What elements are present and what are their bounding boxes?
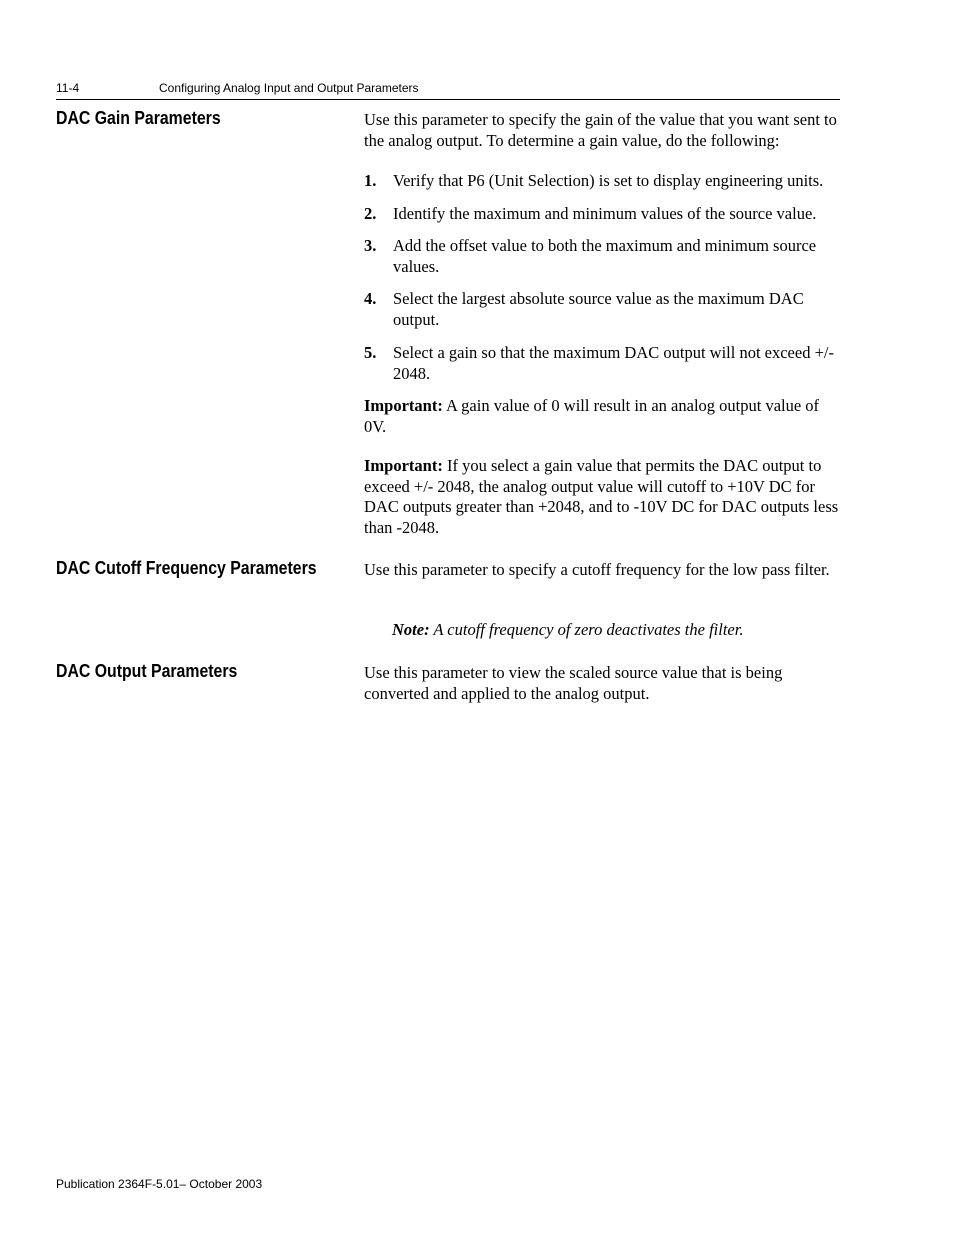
page-footer: Publication 2364F-5.01– October 2003	[56, 1177, 263, 1191]
important-text: If you select a gain value that permits the DAC output to exceed +/- 2048, the analog output value will cutoff to +10V DC for DAC outputs greater than +2048, and to -10V DC for DAC outputs less than -2048.	[364, 456, 839, 537]
important-label: Important:	[364, 456, 443, 475]
important-note-cutoff	[364, 456, 842, 538]
list-number: 2.	[364, 204, 377, 223]
list-text: Add the offset value to both the maximum and minimum source values.	[393, 236, 817, 276]
list-text: Select a gain so that the maximum DAC output will not exceed +/- 2048.	[393, 343, 834, 383]
list-number: 5.	[364, 343, 377, 362]
list-text: Identify the maximum and minimum values of the source value.	[393, 204, 817, 223]
dac-output-body: Use this parameter to view the scaled source value that is being converted and applied to the analog output.	[364, 663, 783, 703]
note-text: A cutoff frequency of zero deactivates the filter.	[429, 620, 744, 639]
cutoff-note	[392, 620, 842, 641]
dac-cutoff-body: Use this parameter to specify a cutoff frequency for the low pass filter.	[364, 560, 830, 579]
important-note-zero-gain	[364, 396, 842, 437]
list-text: Verify that P6 (Unit Selection) is set to display engineering units.	[393, 171, 824, 190]
note-label: Note:	[392, 620, 430, 639]
section-heading-dac-cutoff: DAC Cutoff Frequency Parameters	[56, 558, 317, 578]
list-text: Select the largest absolute source value as the maximum DAC output.	[393, 289, 804, 329]
important-label: Important:	[364, 396, 443, 415]
page-header	[56, 80, 840, 100]
list-number: 1.	[364, 171, 377, 190]
list-number: 3.	[364, 236, 377, 255]
section-heading-dac-gain: DAC Gain Parameters	[56, 108, 221, 128]
dac-gain-intro: Use this parameter to specify the gain of the value that you want sent to the analog output. To determine a gain value, do the following:	[364, 110, 837, 150]
section-heading-dac-output: DAC Output Parameters	[56, 661, 238, 681]
chapter-title: Configuring Analog Input and Output Parameters	[159, 81, 419, 95]
page-number: 11-4	[56, 81, 80, 95]
important-text: A gain value of 0 will result in an analog output value of 0V.	[364, 396, 820, 436]
list-number: 4.	[364, 289, 377, 308]
